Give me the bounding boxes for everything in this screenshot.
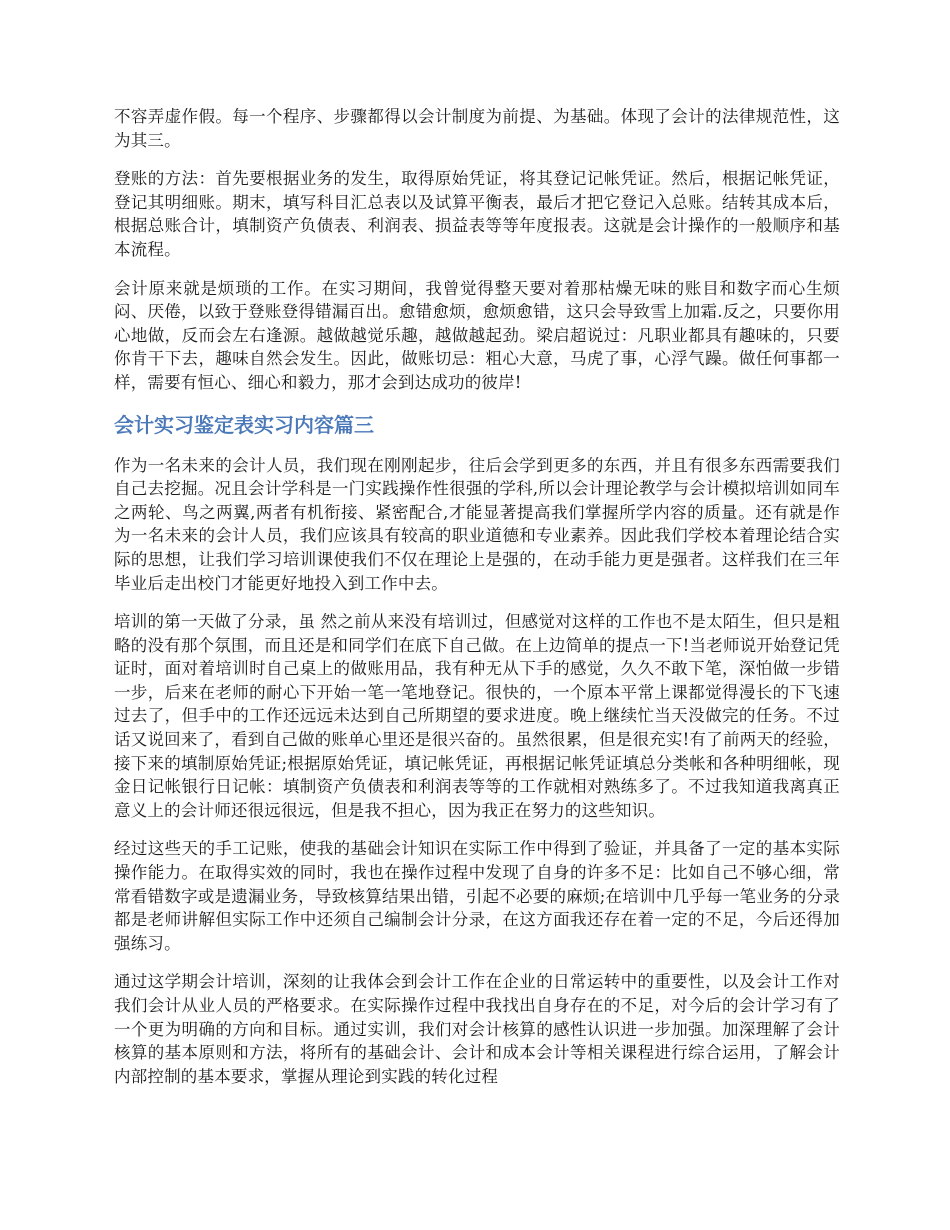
body-paragraph: 培训的第一天做了分录，虽 然之前从来没有培训过，但感觉对这样的工作也不是太陌生，但只是粗略的没有那个氛围，而且还是和同学们在底下自己做。在上边简单的提点一下!当老师说开始登记凭证时，面对着培训时自己桌上的做账用品，我有种无从下手的感觉，久久不敢下笔，深怕做一步错一步，后来在老师的耐心下开始一笔一笔地登记。很快的，一个原本平常上课都觉得漫长的下飞速过去了，但手中的工作还远远未达到自己所期望的要求进度。晚上继续忙当天没做完的任务。不过话又说回来了，看到自己做的账单心里还是很兴奋的。虽然很累，但是很充实!有了前两天的经验，接下来的填制原始凭证;根据原始凭证，填记帐凭证，再根据记帐凭证填总分类帐和各种明细帐，现金日记帐银行日记帐：填制资产负债表和利润表等等的工作就相对熟练多了。不过我知道我离真正意义上的会计师还很远很远，但是我不担心，因为我正在努力的这些知识。: [114, 612, 840, 820]
body-paragraph: 登账的方法：首先要根据业务的发生，取得原始凭证，将其登记记帐凭证。然后，根据记帐凭证，登记其明细账。期末，填写科目汇总表以及试算平衡表，最后才把它登记入总账。结转其成本后，根据总账合计，填制资产负债表、利润表、损益表等等年度报表。这就是会计操作的一般顺序和基本流程。: [114, 169, 840, 259]
body-paragraph: 作为一名未来的会计人员，我们现在刚刚起步，往后会学到更多的东西，并且有很多东西需要我们自己去挖掘。况且会计学科是一门实践操作性很强的学科,所以会计理论教学与会计模拟培训如同车之两轮、鸟之两翼,两者有机衔接、紧密配合,才能显著提高我们掌握所学内容的质量。还有就是作为一名未来的会计人员，我们应该具有较高的职业道德和专业素养。因此我们学校本着理论结合实际的思想，让我们学习培训课使我们不仅在理论上是强的，在动手能力更是强者。这样我们在三年毕业后走出校门才能更好地投入到工作中去。: [114, 455, 840, 593]
body-paragraph: 经过这些天的手工记账，使我的基础会计知识在实际工作中得到了验证，并具备了一定的基本实际操作能力。在取得实效的同时，我也在操作过程中发现了自身的许多不足：比如自己不够心细，常常看错数字或是遗漏业务，导致核算结果出错，引起不必要的麻烦;在培训中几乎每一笔业务的分录都是老师讲解但实际工作中还须自己编制会计分录，在这方面我还存在着一定的不足，今后还得加强练习。: [114, 839, 840, 953]
document-page: [114, 105, 840, 1103]
body-paragraph: 通过这学期会计培训，深刻的让我体会到会计工作在企业的日常运转中的重要性，以及会计工作对我们会计从业人员的严格要求。在实际操作过程中我找出自身存在的不足，对今后的会计学习有了一个更为明确的方向和目标。通过实训，我们对会计核算的感性认识进一步加强。加深理解了会计核算的基本原则和方法，将所有的基础会计、会计和成本会计等相关课程进行综合运用，了解会计内部控制的基本要求，掌握从理论到实践的转化过程: [114, 972, 840, 1086]
section-heading: 会计实习鉴定表实习内容篇三: [114, 412, 374, 437]
body-paragraph: 不容弄虚作假。每一个程序、步骤都得以会计制度为前提、为基础。体现了会计的法律规范性，这为其三。: [114, 107, 840, 150]
body-paragraph: 会计原来就是烦琐的工作。在实习期间，我曾觉得整天要对着那枯燥无味的账目和数字而心生烦闷、厌倦，以致于登账登得错漏百出。愈错愈烦，愈烦愈错，这只会导致雪上加霜.反之，只要你用心地做，反而会左右逢源。越做越觉乐趣，越做越起劲。梁启超说过：凡职业都具有趣味的，只要你肯干下去，趣味自然会发生。因此，做账切忌：粗心大意，马虎了事，心浮气躁。做任何事都一样，需要有恒心、细心和毅力，那才会到达成功的彼岸!: [114, 278, 840, 392]
